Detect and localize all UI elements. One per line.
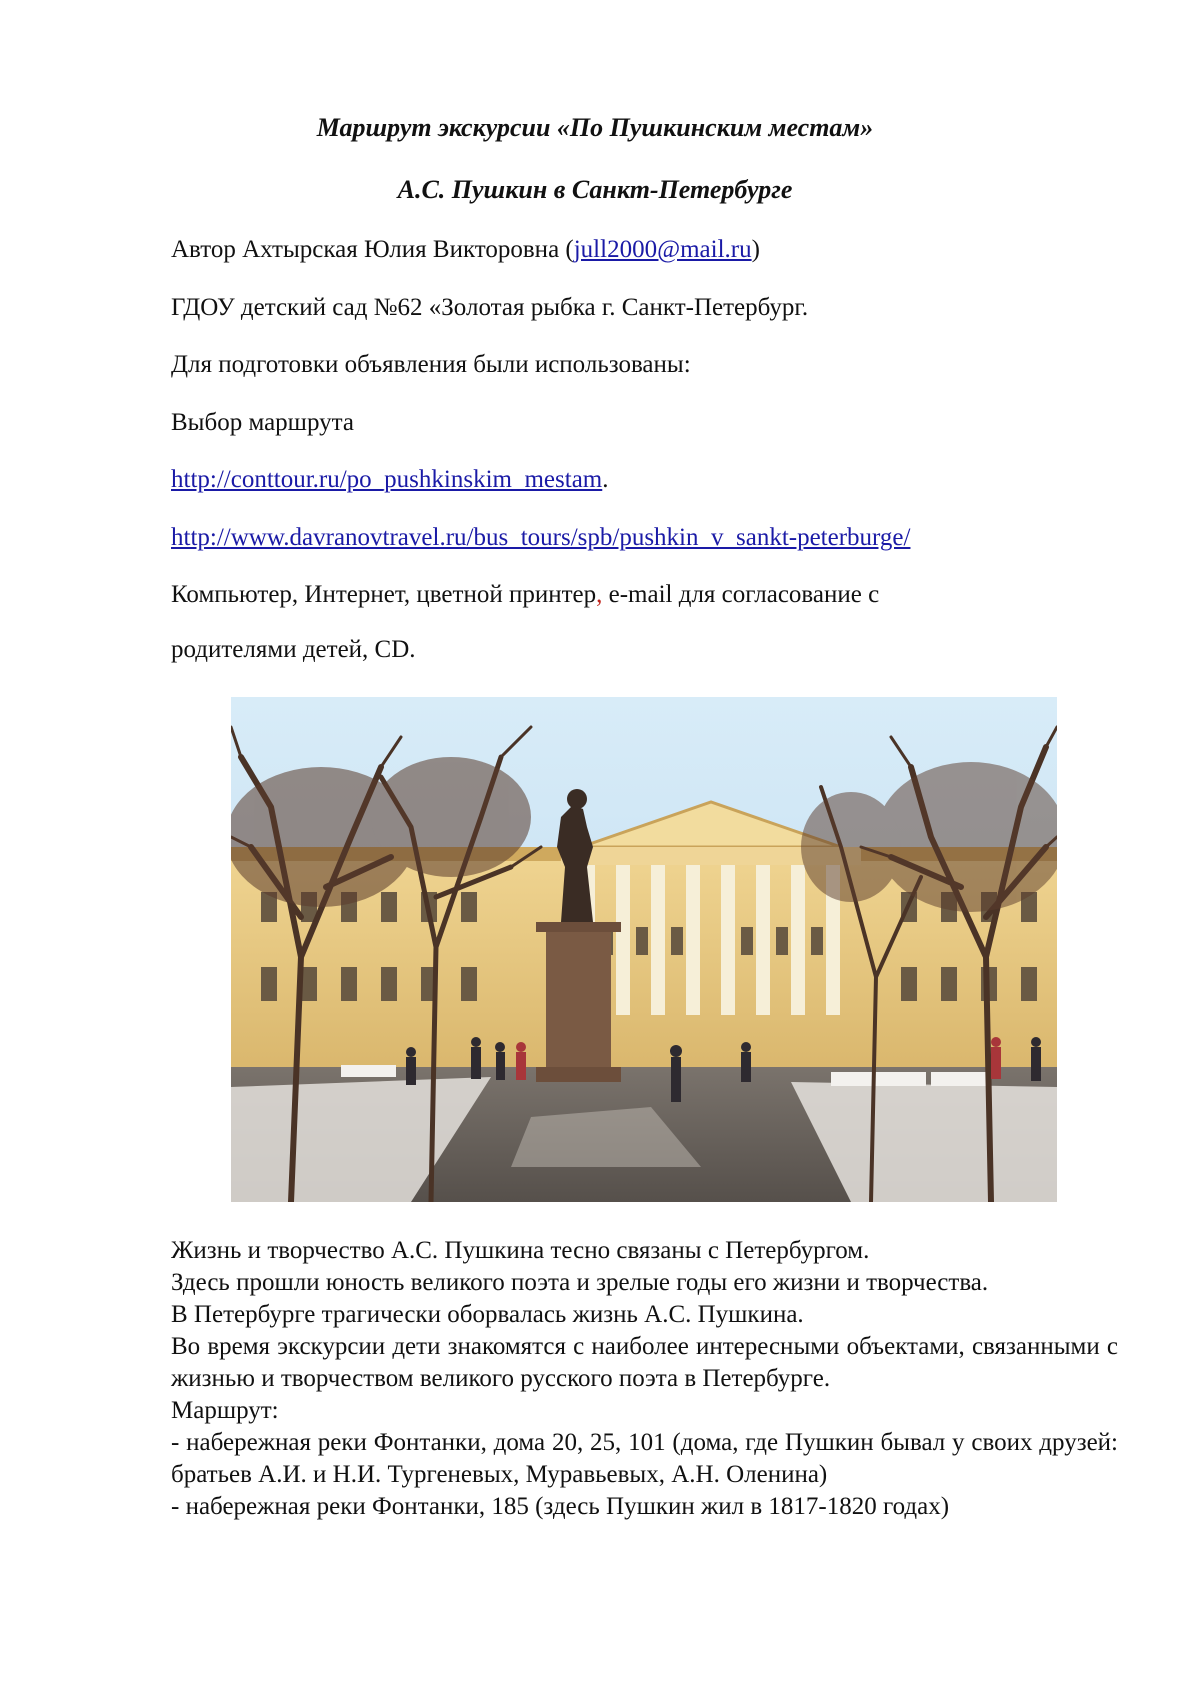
author-suffix: ) bbox=[751, 236, 760, 263]
equipment-red-comma: , bbox=[596, 581, 603, 608]
description-paragraph-3: В Петербурге трагически оборвалась жизнь А.С. Пушкина. bbox=[171, 1301, 804, 1328]
source-link-2-line bbox=[171, 523, 910, 553]
route-choice-label: Выбор маршрута bbox=[171, 409, 354, 436]
description-paragraph-1: Жизнь и творчество А.С. Пушкина тесно связаны с Петербургом. bbox=[171, 1237, 870, 1264]
pushkin-monument-photo bbox=[231, 697, 1057, 1202]
author-line bbox=[171, 235, 760, 265]
document-subtitle: А.С. Пушкин в Санкт-Петербурге bbox=[397, 175, 793, 204]
source-link-1-period: . bbox=[602, 466, 609, 493]
author-email-link[interactable]: jull2000@mail.ru bbox=[573, 236, 752, 263]
sources-intro: Для подготовки объявления были использованы: bbox=[171, 351, 691, 378]
author-prefix: Автор Ахтырская Юлия Викторовна ( bbox=[171, 236, 574, 263]
source-link-1[interactable]: http://conttour.ru/po_pushkinskim_mestam bbox=[171, 466, 603, 493]
equipment-part-2: e-mail для согласование с bbox=[602, 581, 880, 608]
description-paragraph-2: Здесь прошли юность великого поэта и зрелые годы его жизни и творчества. bbox=[171, 1269, 989, 1296]
document-title: Маршрут экскурсии «По Пушкинским местам» bbox=[316, 113, 874, 142]
equipment-line-1 bbox=[171, 580, 879, 610]
route-item-1: - набережная реки Фонтанки, дома 20, 25, 101 (дома, где Пушкин бывал у своих друзей: братьев А.И. и Н.И. Тургеневых, Муравьевых, А.Н. Оленина) bbox=[171, 1429, 1118, 1488]
equipment-line-2: родителями детей, CD. bbox=[171, 636, 416, 663]
institution-line: ГДОУ детский сад №62 «Золотая рыбка г. Санкт-Петербург. bbox=[171, 294, 809, 321]
description-text bbox=[171, 1235, 1118, 1523]
source-link-1-line bbox=[171, 465, 609, 495]
description-paragraph-4: Во время экскурсии дети знакомятся с наиболее интересными объектами, связанными с жизнью и творчеством великого русского поэта в Петербурге. bbox=[171, 1333, 1118, 1392]
equipment-part-1: Компьютер, Интернет, цветной принтер bbox=[171, 581, 597, 608]
source-link-2[interactable]: http://www.davranovtravel.ru/bus_tours/spb/pushkin_v_sankt-peterburge/ bbox=[171, 524, 911, 551]
route-item-2: - набережная реки Фонтанки, 185 (здесь Пушкин жил в 1817-1820 годах) bbox=[171, 1493, 950, 1520]
route-heading: Маршрут: bbox=[171, 1397, 279, 1424]
